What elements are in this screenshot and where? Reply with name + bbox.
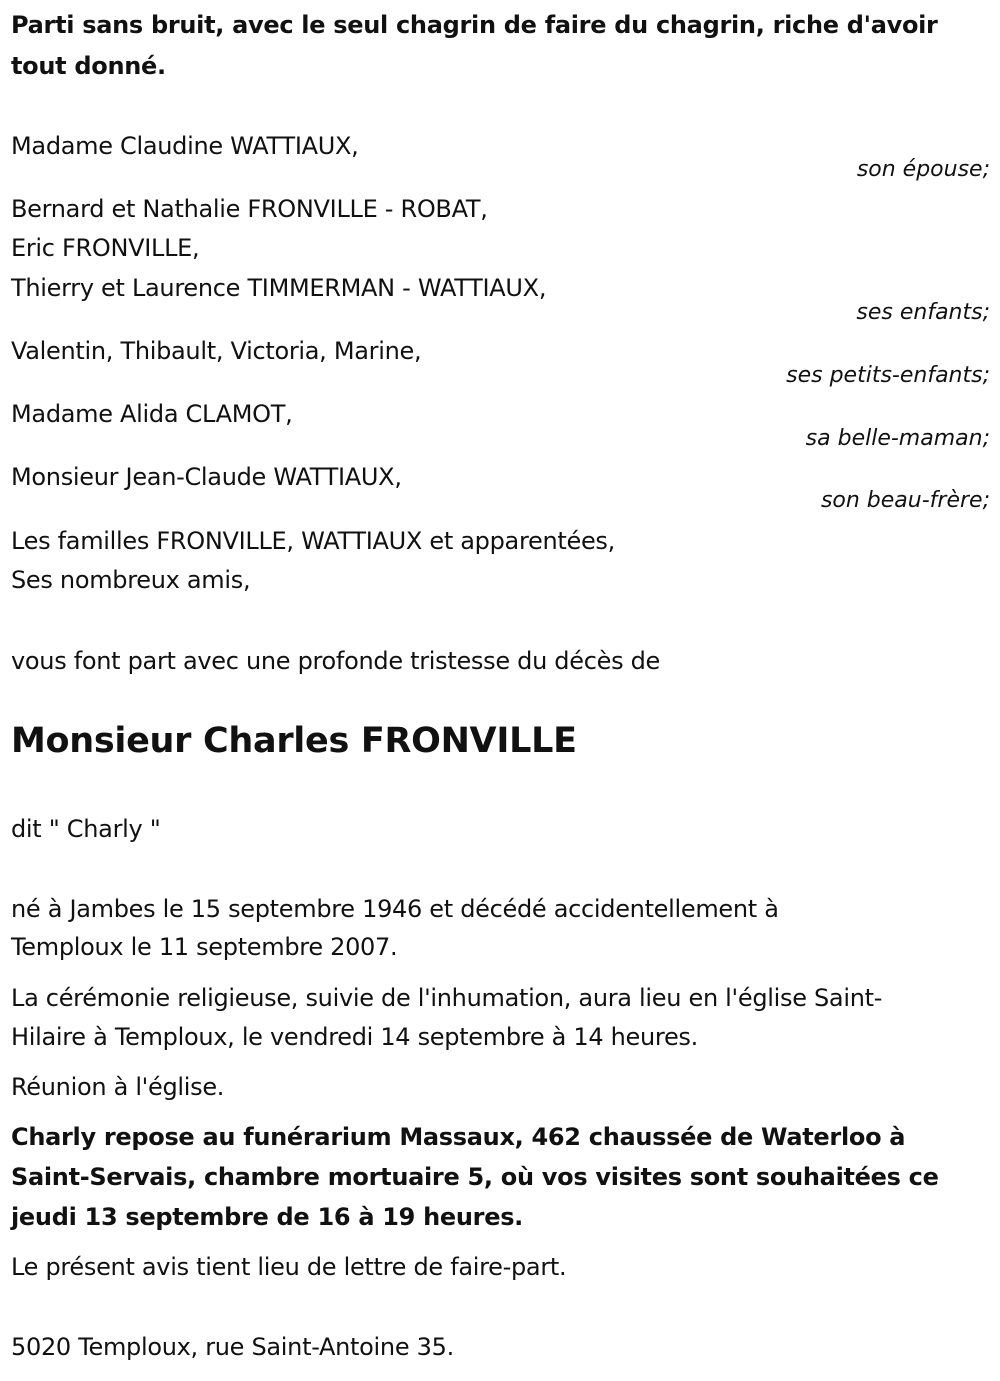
intro-line: tout donné. bbox=[11, 52, 166, 80]
family-relation: son beau-frère; bbox=[820, 488, 990, 513]
family-name: Eric FRONVILLE, bbox=[11, 234, 200, 262]
intro-line: Parti sans bruit, avec le seul chagrin de faire du chagrin, riche d'avoir bbox=[11, 11, 938, 39]
family-relation: son épouse; bbox=[856, 157, 990, 182]
family-relation: sa belle-maman; bbox=[805, 426, 990, 451]
family-name: Madame Claudine WATTIAUX, bbox=[11, 132, 359, 160]
visitation-line: jeudi 13 septembre de 16 à 19 heures. bbox=[11, 1203, 523, 1231]
notice: Le présent avis tient lieu de lettre de faire-part. bbox=[11, 1253, 567, 1281]
birth-death-line: né à Jambes le 15 septembre 1946 et décédé accidentellement à bbox=[11, 895, 779, 923]
family-name: Monsieur Jean-Claude WATTIAUX, bbox=[11, 463, 402, 491]
family-relation: ses enfants; bbox=[856, 300, 990, 325]
family-name: Bernard et Nathalie FRONVILLE - ROBAT, bbox=[11, 195, 488, 223]
family-relation: ses petits-enfants; bbox=[786, 363, 990, 388]
family-name: Ses nombreux amis, bbox=[11, 566, 251, 594]
ceremony-line: Hilaire à Temploux, le vendredi 14 septembre à 14 heures. bbox=[11, 1023, 698, 1051]
ceremony-line: La cérémonie religieuse, suivie de l'inhumation, aura lieu en l'église Saint- bbox=[11, 984, 883, 1012]
birth-death-line: Temploux le 11 septembre 2007. bbox=[11, 933, 398, 961]
family-name: Les familles FRONVILLE, WATTIAUX et apparentées, bbox=[11, 527, 615, 555]
reunion: Réunion à l'église. bbox=[11, 1073, 225, 1101]
family-name: Madame Alida CLAMOT, bbox=[11, 400, 293, 428]
family-name: Valentin, Thibault, Victoria, Marine, bbox=[11, 337, 422, 365]
deceased-name: Monsieur Charles FRONVILLE bbox=[11, 721, 577, 761]
address: 5020 Temploux, rue Saint-Antoine 35. bbox=[11, 1333, 454, 1361]
family-name: Thierry et Laurence TIMMERMAN - WATTIAUX, bbox=[11, 274, 547, 302]
visitation-line: Saint-Servais, chambre mortuaire 5, où vos visites sont souhaitées ce bbox=[11, 1163, 939, 1191]
visitation-line: Charly repose au funérarium Massaux, 462 chaussée de Waterloo à bbox=[11, 1123, 906, 1151]
announcement: vous font part avec une profonde tristesse du décès de bbox=[11, 647, 661, 675]
nickname: dit " Charly " bbox=[11, 815, 161, 843]
